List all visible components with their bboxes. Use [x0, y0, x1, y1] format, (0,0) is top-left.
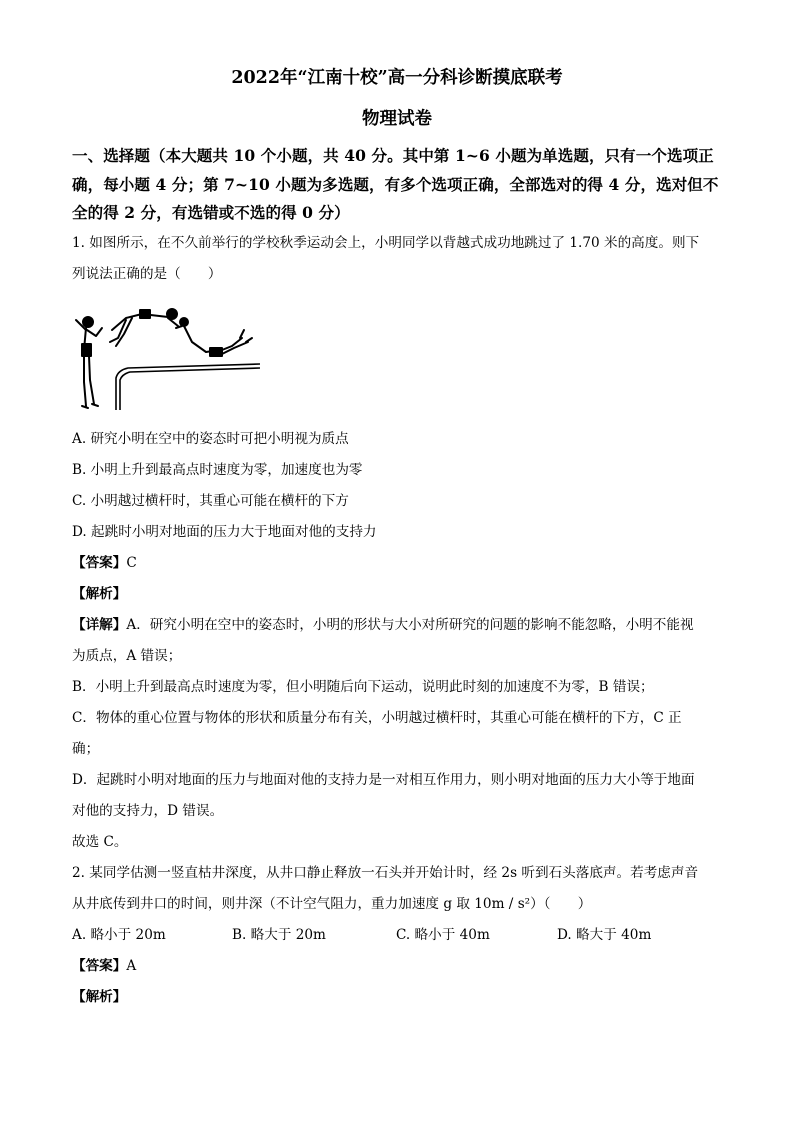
- high-jump-illustration: [72, 308, 272, 412]
- q1-detail-line: 故选 C。: [72, 833, 128, 850]
- q2-stem-line: 2. 某同学估测一竖直枯井深度，从井口静止释放一石头并开始计时，经 2s 听到石头落底声。若考虑声音: [72, 864, 699, 881]
- exam-title: 2022年“江南十校”高一分科诊断摸底联考: [231, 68, 563, 88]
- exam-page: [72, 66, 722, 1013]
- detail-tag: 【详解】: [72, 616, 127, 633]
- q1-detail-line: C．物体的重心位置与物体的形状和质量分布有关，小明越过横杆时，其重心可能在横杆的下方，C 正: [72, 709, 682, 726]
- q2-option-a: A. 略小于 20m: [72, 926, 166, 943]
- q1-detail-line: B．小明上升到最高点时速度为零，但小明随后向下运动，说明此时刻的加速度不为零，B 错误；: [72, 678, 654, 695]
- answer-tag: 【答案】: [72, 554, 127, 571]
- q1-answer: [72, 548, 722, 579]
- q2-option-c: C. 略小于 40m: [396, 926, 490, 943]
- q1-detail-line: D．起跳时小明对地面的压力与地面对他的支持力是一对相互作用力，则小明对地面的压力大小等于地面: [72, 771, 695, 788]
- q1-option-d: D. 起跳时小明对地面的压力大于地面对他的支持力: [72, 523, 377, 540]
- section-heading: [72, 142, 722, 228]
- q1-detail-line: 为质点，A 错误；: [72, 647, 182, 664]
- q1-detail-line: 对他的支持力，D 错误。: [72, 802, 224, 819]
- q1-option-c: C. 小明越过横杆时，其重心可能在横杆的下方: [72, 492, 349, 509]
- q2-option-d: D. 略大于 40m: [557, 926, 652, 943]
- q1-analysis: [72, 579, 722, 610]
- q1-option-a: A. 研究小明在空中的姿态时可把小明视为质点: [72, 430, 349, 447]
- answer-value: C: [126, 554, 137, 571]
- analysis-tag: 【解析】: [72, 988, 127, 1005]
- exam-subtitle: 物理试卷: [362, 109, 432, 129]
- question-2: [72, 858, 722, 1013]
- analysis-tag: 【解析】: [72, 585, 127, 602]
- q2-answer: [72, 951, 722, 982]
- detail-text: A．研究小明在空中的姿态时，小明的形状与大小对所研究的问题的影响不能忽略，小明不能视: [126, 616, 694, 633]
- q1-stem-line: 1. 如图所示，在不久前举行的学校秋季运动会上，小明同学以背越式成功地跳过了 1.70 米的高度。则下: [72, 234, 700, 251]
- q2-option-b: B. 略大于 20m: [232, 926, 326, 943]
- q1-detail-line: [72, 610, 722, 641]
- q2-analysis: [72, 982, 722, 1013]
- q1-stem-line: 列说法正确的是（ ）: [72, 265, 222, 282]
- section-heading-line: 一、选择题（本大题共 10 个小题，共 40 分。其中第 1~6 小题为单选题，只有一个选项正: [72, 146, 714, 165]
- q1-option-b: B. 小明上升到最高点时速度为零，加速度也为零: [72, 461, 363, 478]
- q2-stem-line: 从井底传到井口的时间，则井深（不计空气阻力，重力加速度 g 取 10m / s²）（ ）: [72, 895, 592, 912]
- section-heading-line: 全的得 2 分，有选错或不选的得 0 分）: [72, 203, 350, 222]
- answer-tag: 【答案】: [72, 957, 127, 974]
- q2-options: [72, 920, 722, 951]
- question-1: [72, 228, 722, 858]
- section-heading-line: 确，每小题 4 分；第 7~10 小题为多选题，有多个选项正确，全部选对的得 4 分，选对但不: [72, 174, 719, 194]
- q1-detail-line: 确；: [72, 740, 100, 757]
- answer-value: A: [126, 957, 137, 974]
